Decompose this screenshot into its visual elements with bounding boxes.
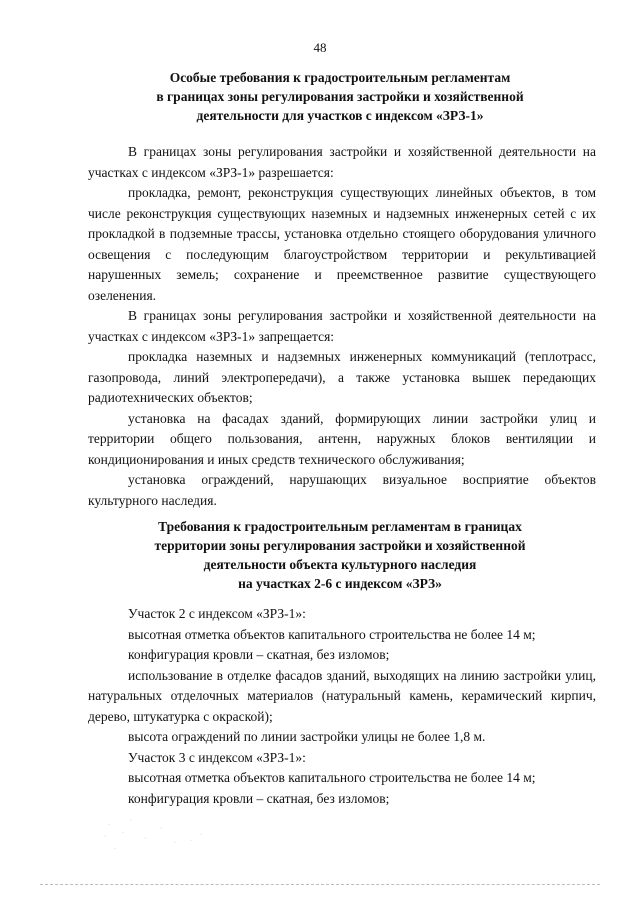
- paragraph: высотная отметка объектов капитального строительства не более 14 м;: [128, 770, 536, 785]
- paragraph: В границах зоны регулирования застройки и хозяйственной деятельности на участках с индексом «ЗРЗ-1» разрешается:: [88, 144, 596, 180]
- paragraph: прокладка наземных и надземных инженерных коммуникаций (теплотрасс, газопровода, линий электропередачи), а также установка вышек передающих радиотехнических объектов;: [88, 349, 596, 405]
- heading-line: на участках 2-6 с индексом «ЗРЗ»: [238, 576, 442, 591]
- paragraph: использование в отделке фасадов зданий, выходящих на линию застройки улиц, натуральных отделочных материалов (натуральный камень, керамический кирпич, дерево, штукатурка с окраской);: [88, 667, 596, 724]
- paragraph: В границах зоны регулирования застройки и хозяйственной деятельности на участках с индексом «ЗРЗ-1» запрещается:: [88, 308, 596, 344]
- scan-artifact: · · · · · · · · · ·: [104, 818, 202, 852]
- heading-line: деятельности для участков с индексом «ЗРЗ-1»: [196, 108, 484, 123]
- heading-line: в границах зоны регулирования застройки и хозяйственной: [156, 89, 524, 104]
- section-2-heading: [100, 517, 580, 593]
- paragraph: конфигурация кровли – скатная, без изломов;: [128, 790, 390, 806]
- section-2-body: [88, 604, 596, 809]
- scan-edge-line: [40, 884, 600, 887]
- page-number: 48: [313, 40, 327, 55]
- paragraph: конфигурация кровли – скатная, без изломов;: [128, 647, 390, 662]
- paragraph: Участок 3 с индексом «ЗРЗ-1»:: [128, 749, 306, 765]
- paragraph: установка ограждений, нарушающих визуальное восприятие объектов культурного наследия.: [88, 472, 596, 508]
- paragraph: установка на фасадах зданий, формирующих линии застройки улиц и территории общего пользования, антенн, наружных блоков вентиляции и кондиционирования и иных средств технического обслуживания;: [88, 410, 596, 467]
- paragraph: прокладка, ремонт, реконструкция существующих линейных объектов, в том числе реконструкция существующих наземных и надземных инженерных сетей с их прокладкой в подземные трассы, установка отдельно стоящего оборудования уличного освещения с последующим благоустройством территории и рекультивацией нарушенных земель; сохранение и преемственное развитие существующего озеленения.: [88, 185, 596, 303]
- heading-line: территории зоны регулирования застройки и хозяйственной: [154, 538, 526, 553]
- section-1-heading: [100, 68, 580, 125]
- paragraph: высотная отметка объектов капитального строительства не более 14 м;: [128, 626, 536, 642]
- heading-line: Требования к градостроительным регламентам в границах: [158, 519, 522, 534]
- heading-line: деятельности объекта культурного наследия: [203, 557, 477, 572]
- paragraph: Участок 2 с индексом «ЗРЗ-1»:: [128, 606, 306, 621]
- paragraph: высота ограждений по линии застройки улицы не более 1,8 м.: [128, 729, 486, 744]
- heading-line: Особые требования к градостроительным регламентам: [169, 70, 511, 85]
- section-1-body: [88, 142, 596, 511]
